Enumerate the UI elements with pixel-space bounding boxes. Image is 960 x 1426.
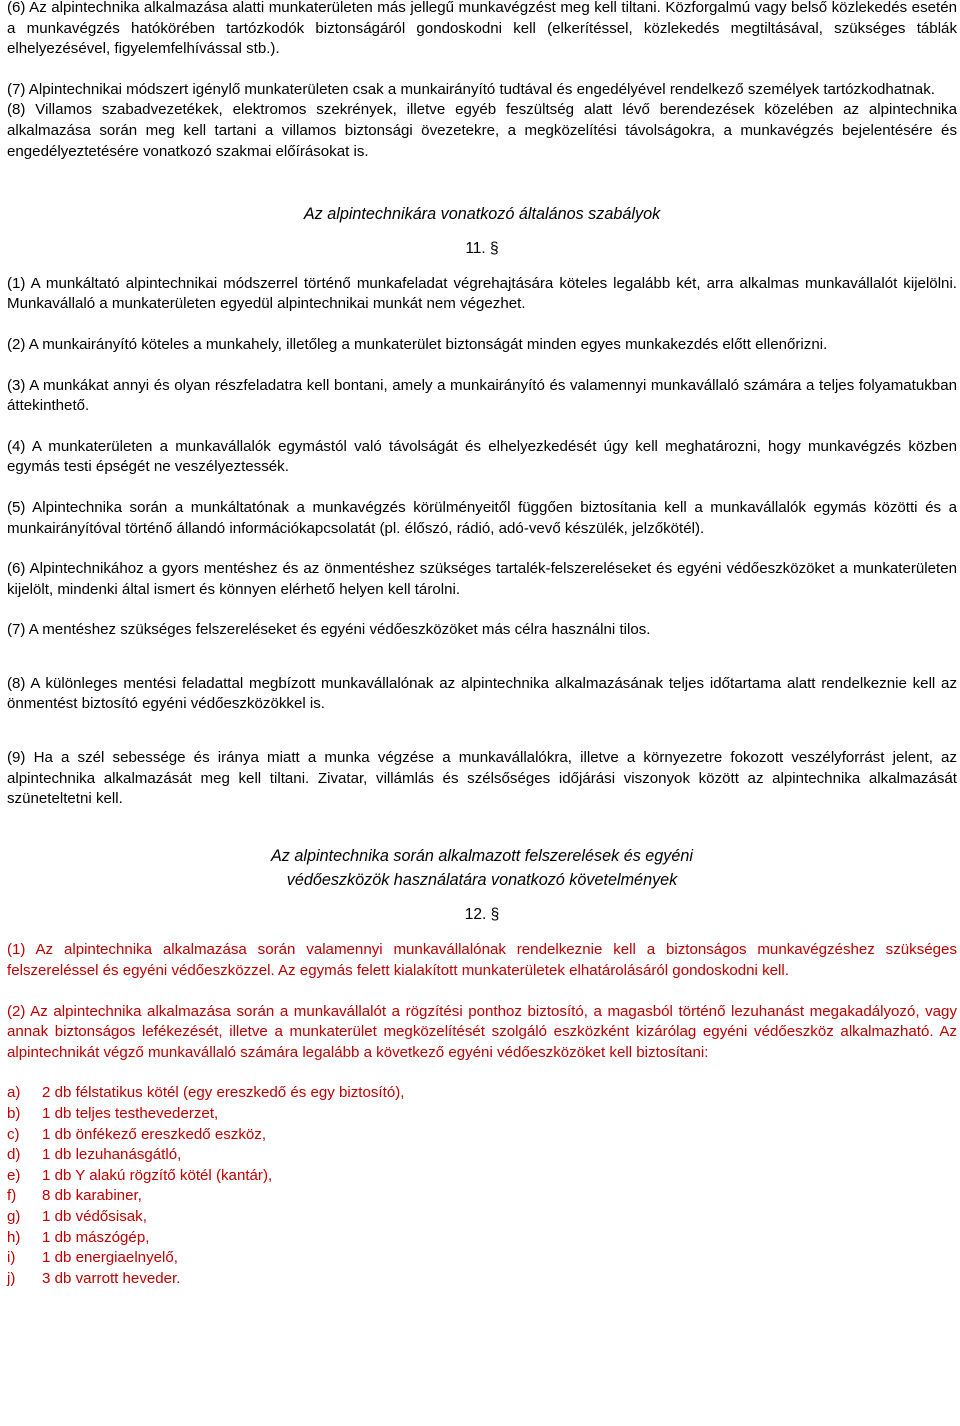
list-item-text: 3 db varrott heveder. (42, 1269, 181, 1287)
list-item-letter: i) (7, 1249, 16, 1267)
list-item-text: 1 db energiaelnyelő, (42, 1249, 178, 1267)
paragraph-11-8: (8) A különleges mentési feladattal megbízott munkavállalónak az alpintechnika alkalmazásának teljes időtartama alatt rendelkeznie kell az önmentést biztosító egyéni védőeszközökkel is. (7, 674, 957, 713)
paragraph-11-7: (7) A mentéshez szükséges felszereléseket és egyéni védőeszközöket más célra használni tilos. (7, 621, 651, 639)
document-page (7, 0, 957, 1289)
paragraph-11-1: (1) A munkáltató alpintechnikai módszerrel történő munkafeladat végrehajtására köteles legalább két, arra alkalmas munkavállalót kijelölni. Munkavállaló a munkaterületen egyedül alpintechnikai munkát nem végezhet. (7, 274, 957, 313)
list-item-text: 1 db Y alakú rögzítő kötél (kantár), (42, 1166, 273, 1184)
list-item-text: 1 db mászógép, (42, 1228, 150, 1246)
list-item (7, 1228, 957, 1249)
paragraph-11-5: (5) Alpintechnika során a munkáltatónak a munkavégzés körülményeitől függően biztosítania kell a munkavállalók egymás közötti és a munkairányítóval történő állandó információkapcsolatát (pl. élőszó, rádió, adó-vevő készülék, jelzőkötél). (7, 498, 957, 537)
list-item-letter: a) (7, 1084, 21, 1102)
list-item (7, 1186, 957, 1207)
paragraph-11-6: (6) Alpintechnikához a gyors mentéshez és az önmentéshez szükséges tartalék-felszereléseket és egyéni védőeszközöket a munkaterületen kijelölt, mindenki által ismert és könnyen elérhető helyen kell tárolni. (7, 560, 957, 598)
list-item (7, 1083, 957, 1104)
equipment-list (7, 1083, 957, 1289)
list-item (7, 1207, 957, 1228)
list-item (7, 1248, 957, 1269)
section-12-heading-line-1: Az alpintechnika során alkalmazott felszerelések és egyéni (271, 846, 693, 865)
section-12-heading (7, 846, 957, 891)
list-item-letter: g) (7, 1207, 21, 1225)
list-item-letter: j) (7, 1269, 16, 1287)
list-item-letter: d) (7, 1146, 21, 1164)
paragraph-11-2: (2) A munkairányító köteles a munkahely, illetőleg a munkaterület biztonságát minden egyes munkakezdés előtt ellenőrizni. (7, 335, 828, 353)
paragraph-11-9: (9) Ha a szél sebessége és iránya miatt a munka végzése a munkavállalókra, illetve a környezetre fokozott veszélyforrást jelent, az alpintechnika alkalmazását meg kell tiltani. Zivatar, villámlás és szélsőséges időjárási viszonyok között az alpintechnika alkalmazását szüneteltetni kell. (7, 749, 957, 808)
paragraph-10-7: (7) Alpintechnikai módszert igénylő munkaterületen csak a munkairányító tudtával és engedélyével rendelkező személyek tartózkodhatnak. (7, 80, 935, 98)
paragraph-11-4: (4) A munkaterületen a munkavállalók egymástól való távolságát és elhelyezkedését úgy kell meghatározni, hogy munkavégzés közben egymás testi épségét ne veszélyeztessék. (7, 437, 957, 476)
section-11-number: 11. § (465, 240, 499, 258)
section-12-heading-line-2: védőeszközök használatára vonatkozó követelmények (286, 870, 678, 889)
paragraph-12-1: (1) Az alpintechnika alkalmazása során valamennyi munkavállalónak rendelkeznie kell a biztonságos munkavégzéshez szükséges felszereléssel és egyéni védőeszközzel. Az egymás felett kialakított munkaterületek elhatárolásáról gondoskodni kell. (7, 941, 957, 980)
list-item-text: 1 db önfékező ereszkedő eszköz, (42, 1125, 267, 1143)
paragraph-10-8: (8) Villamos szabadvezetékek, elektromos szekrények, illetve egyéb feszültség alatt lévő berendezések közelében az alpintechnika alkalmazása során meg kell tartani a villamos biztonsági övezetekre, a megközelítési távolságokra, a munkavégzés bejelentésére és engedélyeztetésére vonatkozó szakmai előírásokat is. (7, 101, 957, 160)
list-item (7, 1104, 957, 1125)
list-item-text: 1 db védősisak, (42, 1207, 147, 1225)
paragraph-10-6: (6) Az alpintechnika alkalmazása alatti munkaterületen más jellegű munkavégzést meg kell tiltani. Közforgalmú vagy belső közlekedés esetén a munkavégzés hatókörében tartózkodók biztonságáról gondoskodni kell (elkerítéssel, közlekedés megtiltásával, szükséges táblák elhelyezésével, figyelemfelhívással stb.). (7, 0, 957, 58)
list-item-letter: f) (7, 1187, 17, 1205)
list-item-letter: c) (7, 1125, 20, 1143)
list-item-letter: e) (7, 1166, 21, 1184)
section-12-number: 12. § (464, 905, 500, 923)
list-item-text: 2 db félstatikus kötél (egy ereszkedő és egy biztosító), (42, 1084, 405, 1102)
list-item-text: 8 db karabiner, (42, 1187, 142, 1205)
list-item (7, 1145, 957, 1166)
list-item (7, 1125, 957, 1146)
list-item-letter: b) (7, 1105, 21, 1122)
list-item-text: 1 db teljes testhevederzet, (42, 1105, 219, 1122)
paragraph-11-3: (3) A munkákat annyi és olyan részfeladatra kell bontani, amely a munkairányító és valamennyi munkavállaló számára a teljes folyamatukban áttekinthető. (7, 376, 957, 415)
paragraph-12-2: (2) Az alpintechnika alkalmazása során a munkavállalót a rögzítési ponthoz biztosító, a magasból történő lezuhanást megakadályozó, vagy annak biztonságos lefékezését, illetve a munkaterület megközelítését szolgáló eszközként kizárólag egyéni védőeszköz alkalmazható. Az alpintechnikát végző munkavállaló számára legalább a következő egyéni védőeszközöket kell biztosítani: (7, 1002, 957, 1061)
list-item (7, 1166, 957, 1187)
list-item-text: 1 db lezuhanásgátló, (42, 1146, 182, 1164)
list-item-letter: h) (7, 1228, 21, 1246)
list-item (7, 1269, 957, 1290)
section-11-heading: Az alpintechnikára vonatkozó általános szabályok (303, 205, 661, 224)
